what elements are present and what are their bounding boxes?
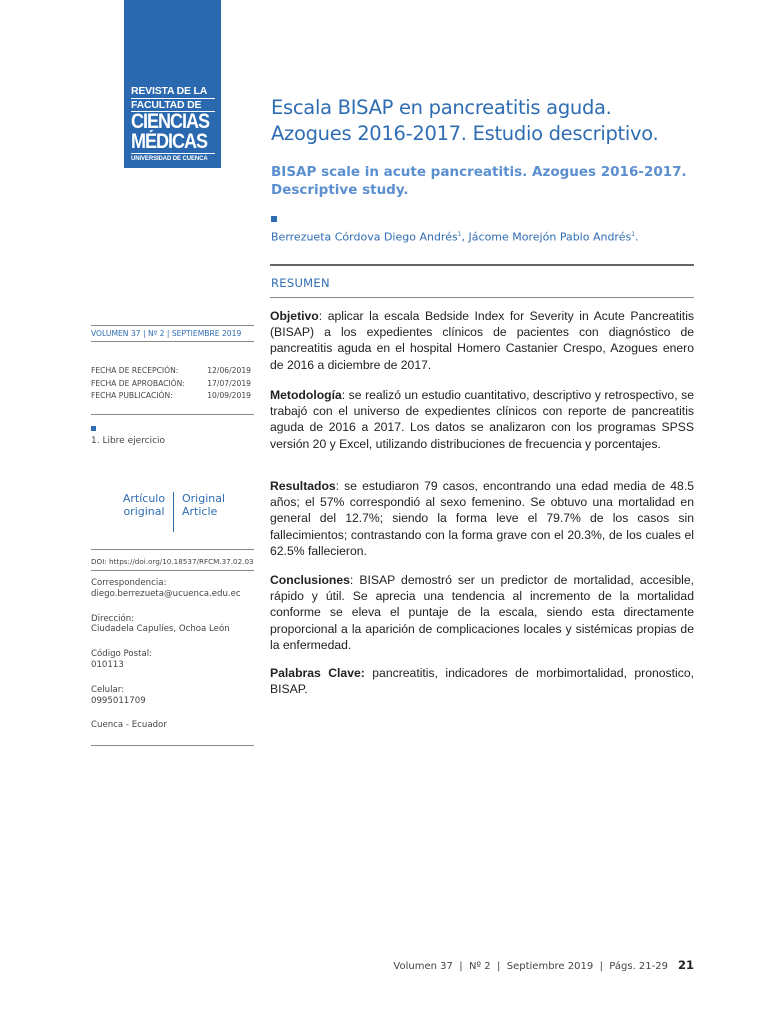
date-row — [91, 390, 251, 403]
logo-line: UNIVERSIDAD DE CUENCA — [131, 153, 215, 162]
page-footer — [393, 958, 694, 972]
section-text: : se estudiaron 79 casos, encontrando una edad media de 48.5 años; el 57% correspondió al sexo femenino. Se obtuvo una mortalidad en general del 12.7%; siendo la forma leve el 79.7% de los casos sin fallecimientos; contrastando con la forma grave con el 20.3%, de los cuales el 62.5% fallecieron. — [270, 479, 694, 558]
section-text: : aplicar la escala Bedside Index for Severity in Acute Pancreatitis (BISAP) a los expedientes clínicos de pacientes con diagnóstico de pancreatitis aguda en el hospital Homero Castanier Crespo, Azogues enero de 2016 a diciembre de 2017. — [270, 309, 694, 372]
section-text: : BISAP demostró ser un predictor de mortalidad, accesible, rápido y útil. Se aprecia una tendencia al incremento de la mortalidad conforme se eleva el puntaje de la escala, siendo esta directamente proporcional a la aparición de complicaciones locales y sistémicas propias de la enfermedad. — [270, 573, 694, 652]
article-type — [117, 492, 237, 532]
volume-info: VOLUMEN 37 | Nº 2 | SEPTIEMBRE 2019 — [91, 329, 242, 338]
section-label: Objetivo — [270, 309, 319, 323]
author-end: . — [635, 230, 639, 244]
doi-link[interactable]: DOI: https://doi.org/10.18537/RFCM.37.02.03 — [91, 557, 254, 566]
subtitle-line: BISAP scale in acute pancreatitis. Azogues 2016-2017. — [271, 164, 687, 180]
article-type-line: Article — [182, 505, 218, 518]
abstract-palabras-clave — [270, 665, 694, 697]
contact-info — [91, 578, 256, 731]
abstract-conclusiones — [270, 572, 694, 653]
phone — [91, 685, 256, 707]
logo-line: REVISTA DE LA — [131, 86, 215, 99]
abstract-metodologia — [270, 387, 694, 452]
decorative-square-icon — [91, 426, 96, 431]
abstract-resultados — [270, 478, 694, 559]
journal-logo-text — [131, 86, 215, 162]
date-label: FECHA DE APROBACIÓN: — [91, 378, 185, 388]
article-type-line: Artículo — [122, 492, 166, 505]
abstract-objetivo — [270, 308, 694, 373]
footer-citation: Volumen 37 | Nº 2 | Septiembre 2019 | Págs. 21-29 — [393, 961, 668, 972]
postal-code — [91, 649, 256, 671]
article-type-es — [117, 492, 171, 532]
decorative-square-icon — [271, 216, 277, 222]
contact-label: Correspondencia: — [91, 578, 167, 588]
contact-label: Dirección: — [91, 613, 135, 624]
sidebar-divider — [91, 341, 254, 342]
abstract-heading: RESUMEN — [271, 276, 330, 290]
divider — [270, 297, 694, 298]
author-name: Berrezueta Córdova Diego Andrés — [271, 230, 458, 244]
article-type-line: Original — [182, 492, 226, 505]
logo-line: FACULTAD DE — [131, 99, 215, 113]
address — [91, 614, 256, 636]
logo-line: CIENCIAS — [131, 110, 210, 133]
date-value: 10/09/2019 — [207, 391, 251, 400]
title-line: Escala BISAP en pancreatitis aguda. — [271, 96, 612, 119]
divider — [270, 264, 694, 266]
publication-dates — [91, 365, 251, 403]
article-title — [271, 95, 701, 147]
date-row — [91, 365, 251, 378]
authors — [271, 227, 701, 246]
subtitle-line: Descriptive study. — [271, 182, 409, 198]
sidebar-divider — [91, 549, 254, 550]
sidebar-divider — [91, 570, 254, 571]
section-label: Resultados — [270, 479, 336, 493]
article-type-line: original — [123, 505, 165, 518]
section-text: pancreatitis, indicadores de morbimortalidad, pronostico, BISAP. — [270, 666, 694, 697]
article-type-separator — [173, 492, 174, 532]
date-value: 12/06/2019 — [207, 366, 251, 375]
contact-label: Celular: — [91, 684, 125, 695]
author-name: Jácome Morejón Pablo Andrés — [468, 230, 632, 244]
article-type-en — [182, 492, 225, 532]
date-row — [91, 378, 251, 391]
sidebar-divider — [91, 325, 254, 326]
page-number: 21 — [677, 958, 694, 972]
contact-email[interactable]: diego.berrezueta@ucuenca.edu.ec — [91, 588, 241, 599]
author-affiliation-marker: 1 — [457, 231, 462, 238]
author-affiliation-marker: 1 — [631, 231, 636, 238]
city: Cuenca - Ecuador — [91, 720, 167, 731]
date-label: FECHA PUBLICACIÓN: — [91, 391, 173, 400]
section-label: Palabras Clave: — [270, 666, 365, 680]
section-text: : se realizó un estudio cuantitativo, descriptivo y retrospectivo, se trabajó con el universo de expedientes clínicos con reporte de pancreatitis aguda de 2016 a 2017. Los datos se analizaron con los programas SPSS versión 20 y Excel, utilizando distribuciones de frecuencia y porcentajes. — [270, 388, 694, 451]
article-subtitle — [271, 163, 701, 199]
contact-value: Ciudadela Capulíes, Ochoa León — [91, 624, 230, 635]
sidebar-divider — [91, 745, 254, 746]
date-label: FECHA DE RECEPCIÓN: — [91, 366, 179, 375]
logo-line: MÉDICAS — [131, 130, 208, 153]
author-separator: , — [461, 230, 469, 244]
affiliation: 1. Libre ejercicio — [91, 436, 166, 446]
title-line: Azogues 2016-2017. Estudio descriptivo. — [271, 122, 659, 145]
date-value: 17/07/2019 — [207, 378, 251, 388]
section-label: Conclusiones — [270, 573, 350, 587]
contact-value: 010113 — [91, 659, 124, 670]
contact-label: Código Postal: — [91, 649, 153, 660]
section-label: Metodología — [270, 388, 342, 402]
correspondence — [91, 578, 256, 600]
contact-value: 0995011709 — [91, 695, 146, 706]
sidebar-divider — [91, 414, 254, 415]
